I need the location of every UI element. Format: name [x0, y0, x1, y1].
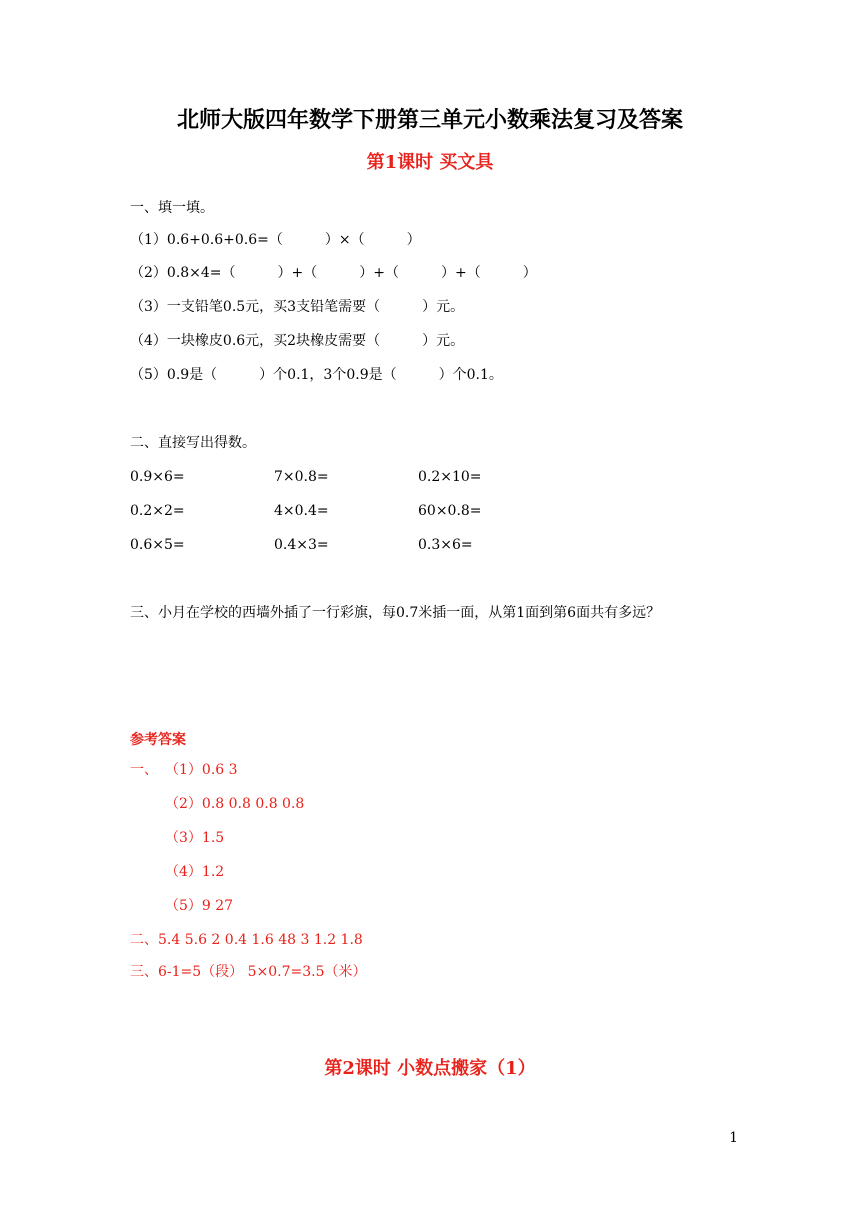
lesson-1-title: 第1课时 买文具: [366, 152, 494, 173]
answer-1-3: （3）1.5: [165, 830, 225, 846]
calc-item: 0.2×2=: [130, 503, 185, 519]
calc-item: 0.2×10=: [418, 469, 482, 485]
calc-item: 60×0.8=: [418, 503, 482, 519]
calc-item: 4×0.4=: [274, 503, 329, 519]
answer-1-2: （2）0.8 0.8 0.8 0.8: [165, 796, 305, 812]
calc-item: 0.9×6=: [130, 469, 185, 485]
calc-item: 7×0.8=: [274, 469, 329, 485]
page-number: 1: [729, 1130, 738, 1146]
section-2-heading: 二、直接写出得数。: [130, 435, 256, 451]
question-1-4: （4）一块橡皮0.6元，买2块橡皮需要（ ）元。: [130, 333, 465, 349]
question-1-5: （5）0.9是（ ）个0.1，3个0.9是（ ）个0.1。: [130, 367, 503, 383]
question-1-2: （2）0.8×4=（ ）+（ ）+（ ）+（ ）: [130, 265, 537, 281]
answer-1-5: （5）9 27: [165, 898, 234, 914]
answer-1-4: （4）1.2: [165, 864, 225, 880]
calc-item: 0.6×5=: [130, 537, 185, 553]
lesson-2-title: 第2课时 小数点搬家（1）: [324, 1058, 536, 1079]
question-1-3: （3）一支铅笔0.5元，买3支铅笔需要（ ）元。: [130, 299, 465, 315]
answer-1-1: （1）0.6 3: [165, 762, 238, 778]
answers-heading: 参考答案: [130, 732, 186, 748]
section-3-question: 三、小月在学校的西墙外插了一行彩旗，每0.7米插一面，从第1面到第6面共有多远？: [130, 605, 661, 621]
answer-section-2: 二、5.4 5.6 2 0.4 1.6 48 3 1.2 1.8: [130, 932, 363, 948]
answer-section-1-prefix: 一、: [130, 762, 158, 778]
calc-item: 0.4×3=: [274, 537, 329, 553]
question-1-1: （1）0.6+0.6+0.6=（ ）×（ ）: [130, 232, 421, 248]
calc-item: 0.3×6=: [418, 537, 473, 553]
section-1-heading: 一、填一填。: [130, 200, 214, 216]
answer-section-3: 三、6-1=5（段） 5×0.7=3.5（米）: [130, 964, 367, 980]
document-title: 北师大版四年数学下册第三单元小数乘法复习及答案: [176, 107, 683, 133]
